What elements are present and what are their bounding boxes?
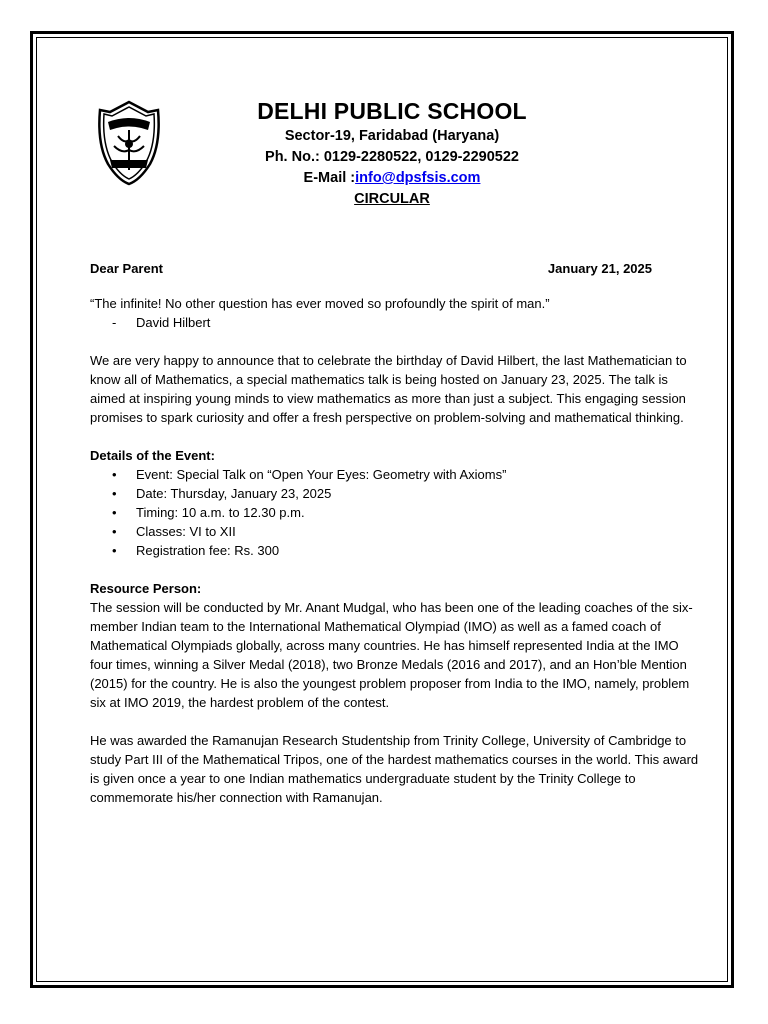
letter-body — [90, 294, 702, 807]
salutation: Dear Parent — [90, 261, 163, 276]
quote-text: “The infinite! No other question has ever moved so profoundly the spirit of man.” — [90, 296, 550, 311]
quote-dash: - — [112, 315, 117, 330]
resource-person-paragraph: The session will be conducted by Mr. Anant Mudgal, who has been one of the leading coaches of the six-member Indian team to the International Mathematical Olympiad (IMO) as well as a famed coach of Mathematical Olympiads globally, across many countries. He has himself represented India at the IMO four times, winning a Silver Medal (2018), two Bronze Medals (2016 and 2017), and an Hon’ble Mention (2015) for the country. He is also the youngest problem proposer from India to the IMO, namely, problem six at IMO 2019, the hardest problem of the contest. — [90, 600, 693, 710]
intro-paragraph: We are very happy to announce that to celebrate the birthday of David Hilbert, the last Mathematician to know all of Mathematics, a special mathematics talk is being hosted on January 23, 2025. The talk is aimed at inspiring young minds to view mathematics as more than just a subject. This engaging session promises to spark curiosity and offer a fresh perspective on problem-solving and mathematical thinking. — [90, 353, 687, 425]
school-address: Sector-19, Faridabad (Haryana) — [284, 128, 500, 144]
email-label: E-Mail : — [303, 170, 356, 186]
email-link[interactable]: info@dpsfsis.com — [355, 170, 481, 186]
letter-date: January 21, 2025 — [547, 261, 652, 276]
school-crest-icon — [96, 100, 162, 186]
school-email-line — [222, 168, 562, 189]
school-name: DELHI PUBLIC SCHOOL — [257, 98, 527, 124]
quote-attribution — [90, 313, 702, 332]
list-item: • Event: Special Talk on “Open Your Eyes: Geometry with Axioms” — [136, 465, 702, 484]
list-item: • Date: Thursday, January 23, 2025 — [136, 484, 702, 503]
studentship-paragraph: He was awarded the Ramanujan Research Studentship from Trinity College, University of Cambridge to study Part III of the Mathematical Tripos, one of the hardest mathematics courses in the world. This award is given once a year to one Indian mathematics undergraduate student by the Trinity College to commemorate his/her connection with Ramanujan. — [90, 733, 699, 805]
event-details-list — [90, 465, 702, 560]
quote-author: David Hilbert — [136, 315, 211, 330]
document-type-title: CIRCULAR — [354, 191, 430, 207]
school-phone: Ph. No.: 0129-2280522, 0129-2290522 — [265, 149, 519, 165]
list-item: • Registration fee: Rs. 300 — [136, 541, 702, 560]
list-item: • Timing: 10 a.m. to 12.30 p.m. — [136, 503, 702, 522]
school-header — [222, 96, 562, 210]
event-details-heading: Details of the Event: — [90, 448, 215, 463]
school-crest-logo — [96, 100, 162, 186]
list-item: • Classes: VI to XII — [136, 522, 702, 541]
resource-person-heading: Resource Person: — [90, 581, 202, 596]
